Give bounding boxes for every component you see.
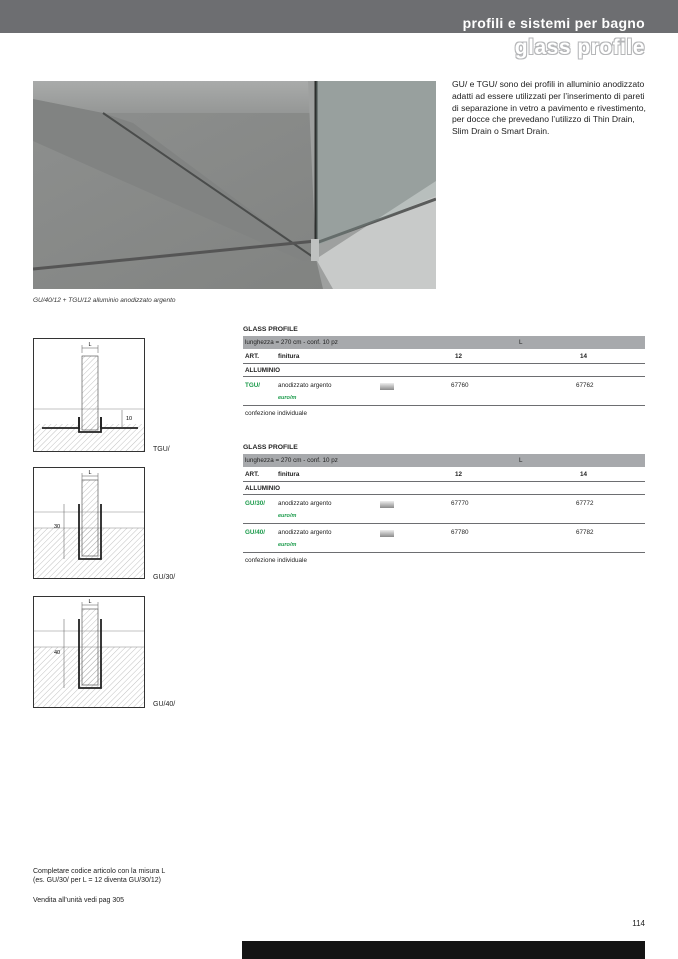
gu40-dim-h: 40 — [54, 650, 61, 656]
finish-label: anodizzato argento — [278, 382, 332, 389]
packaging-note: confezione individuale — [245, 410, 307, 417]
price-unit: euro/m — [278, 513, 297, 519]
tgu-label: TGU/ — [153, 446, 170, 453]
table-title: GLASS PROFILE — [243, 444, 298, 451]
finish-swatch — [380, 530, 394, 537]
price-table-gu — [243, 442, 645, 567]
finish-label: anodizzato argento — [278, 529, 332, 536]
product-photo — [33, 81, 436, 289]
note-line-3: Vendita all’unità vedi pag 305 — [33, 897, 125, 904]
material-row — [243, 482, 645, 495]
table-row — [243, 495, 645, 524]
col-finish: finitura — [278, 353, 300, 360]
col-art: ART. — [245, 353, 259, 360]
gu30-dim-l: L — [88, 470, 92, 476]
page-number: 114 — [632, 919, 645, 928]
gu40-profile-drawing — [33, 596, 145, 708]
tgu-dim-l: L — [88, 342, 92, 348]
footer-bar — [242, 941, 645, 959]
tgu-profile-drawing — [33, 338, 145, 452]
packaging-note: confezione individuale — [245, 557, 307, 564]
gu40-label: GU/40/ — [153, 701, 176, 708]
article-code: TGU/ — [245, 382, 261, 389]
price-unit: euro/m — [278, 395, 297, 401]
tgu-dim-h: 10 — [126, 416, 133, 422]
length-info: lunghezza = 270 cm - conf. 10 pz — [245, 457, 338, 464]
table-title: GLASS PROFILE — [243, 326, 298, 333]
gu30-label: GU/30/ — [153, 574, 176, 581]
photo-caption: GU/40/12 + TGU/12 alluminio anodizzato argento — [33, 297, 176, 304]
price-table-tgu — [243, 324, 645, 420]
col-14: 14 — [580, 353, 588, 360]
intro-paragraph: GU/ e TGU/ sono dei profili in alluminio anodizzato adatti ad essere utilizzati per l’inserimento di pareti di separazione in vetro a pavimento e rivestimento, per docce che prevedano l’utilizzo di Thin Drain, Slim Drain o Smart Drain. — [452, 79, 646, 137]
length-info: lunghezza = 270 cm - conf. 10 pz — [245, 339, 338, 346]
table-header-row — [243, 349, 645, 364]
code-l14: 67772 — [576, 500, 594, 507]
material-label: ALLUMINIO — [245, 485, 280, 492]
col-14: 14 — [580, 471, 588, 478]
col-12: 12 — [455, 471, 463, 478]
gu40-dim-l: L — [88, 599, 92, 605]
gu30-profile-drawing — [33, 467, 145, 579]
price-unit: euro/m — [278, 542, 297, 548]
code-l12: 67760 — [451, 382, 469, 389]
col-art: ART. — [245, 471, 259, 478]
col-12: 12 — [455, 353, 463, 360]
note-line-2: (es. GU/30/ per L = 12 diventa GU/30/12) — [33, 877, 161, 884]
col-finish: finitura — [278, 471, 300, 478]
table-length-row — [243, 454, 645, 467]
table-row — [243, 524, 645, 553]
length-header: L — [519, 339, 523, 346]
finish-label: anodizzato argento — [278, 500, 332, 507]
note-line-1: Completare codice articolo con la misura L — [33, 868, 166, 875]
table-header-row — [243, 467, 645, 482]
article-code: GU/40/ — [245, 529, 265, 536]
section-title: profili e sistemi per bagno — [462, 15, 645, 31]
code-l12: 67770 — [451, 500, 469, 507]
material-label: ALLUMINIO — [245, 367, 280, 374]
table-length-row — [243, 336, 645, 349]
code-l14: 67762 — [576, 382, 594, 389]
length-header: L — [519, 457, 523, 464]
table-row — [243, 377, 645, 406]
material-row — [243, 364, 645, 377]
gu30-dim-h: 30 — [54, 524, 61, 530]
finish-swatch — [380, 383, 394, 390]
code-l14: 67782 — [576, 529, 594, 536]
product-title: glass profile — [514, 36, 645, 59]
code-l12: 67780 — [451, 529, 469, 536]
finish-swatch — [380, 501, 394, 508]
article-code: GU/30/ — [245, 500, 265, 507]
